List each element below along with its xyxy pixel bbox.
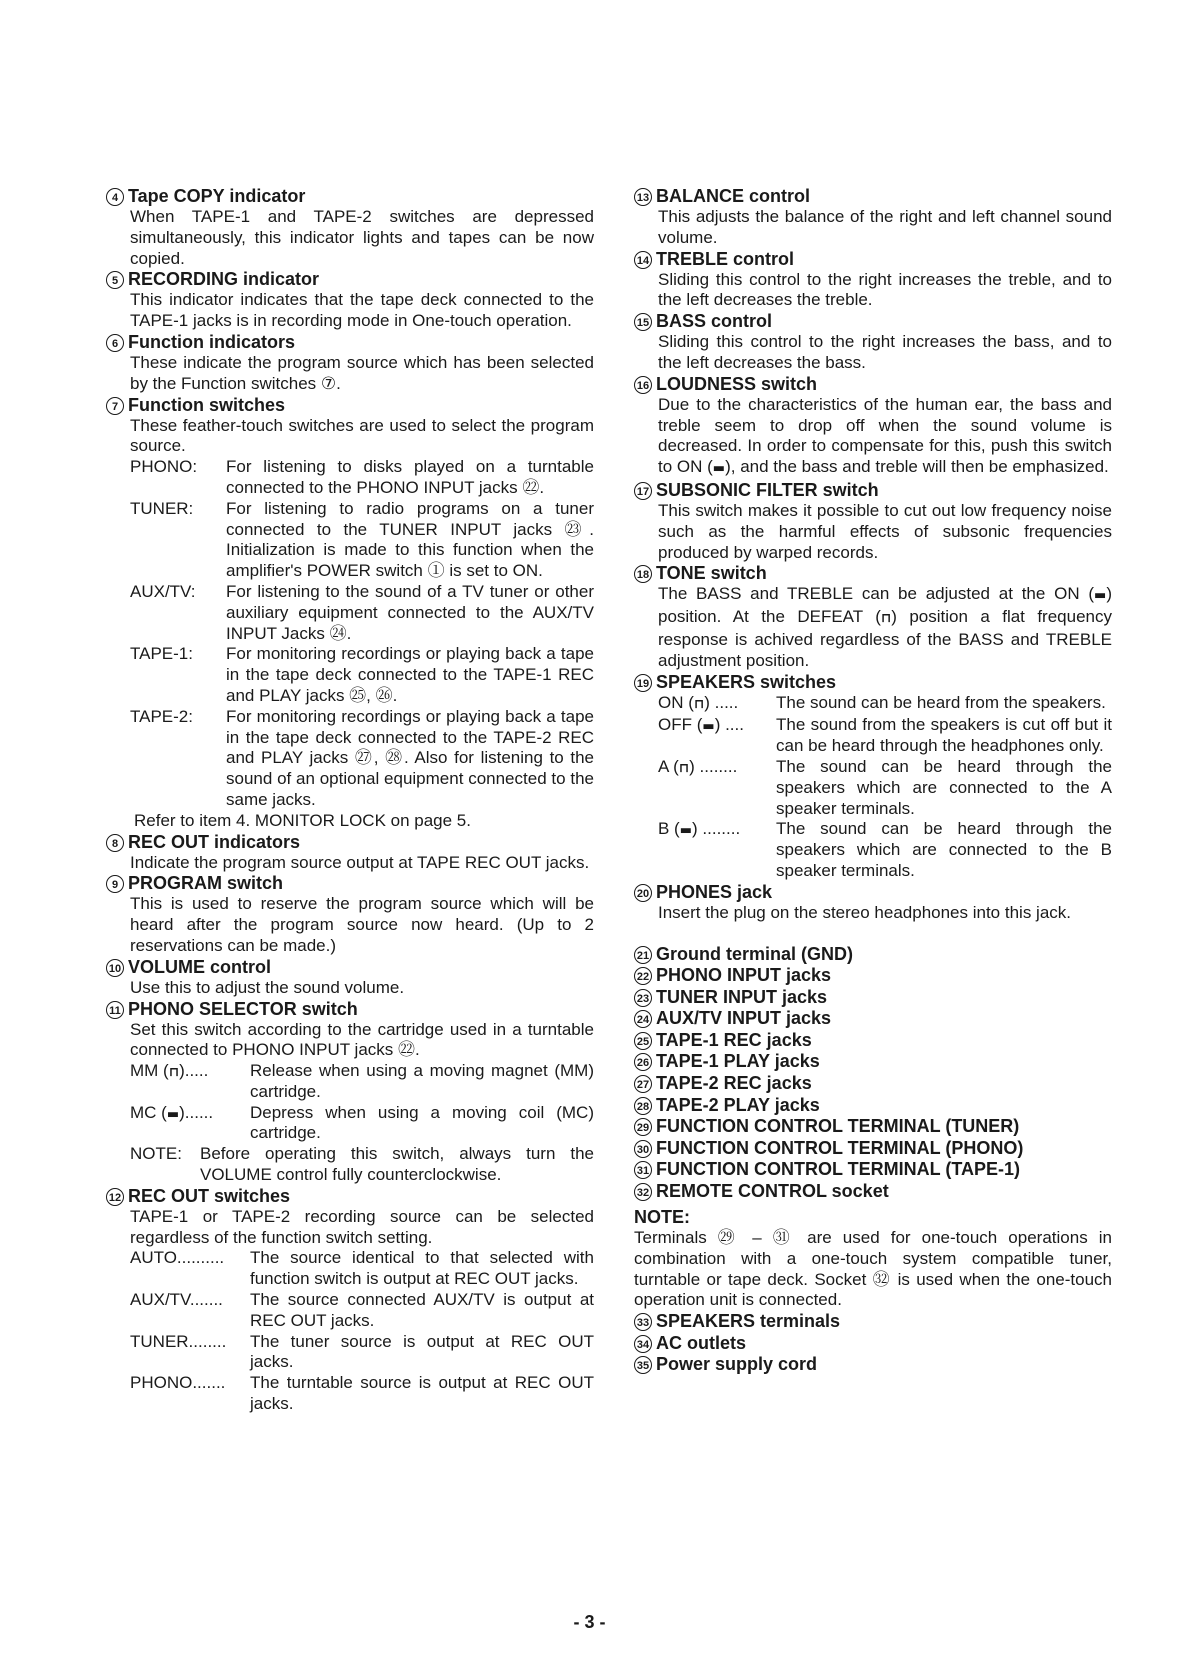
item-heading [634, 563, 1112, 584]
item-number: 21 [634, 946, 652, 964]
definition-row [106, 457, 594, 499]
term-text: OFF ( [658, 715, 703, 735]
item-number: 30 [634, 1140, 652, 1158]
switch-depressed-symbol: ▬ [712, 461, 726, 477]
term-text: ) ........ [692, 819, 741, 839]
switch-released-symbol: ⊓ [880, 611, 892, 627]
item-number: 8 [106, 834, 124, 852]
definition-desc: Depress when using a moving coil (MC) cartridge. [250, 1102, 594, 1143]
list-item [634, 1008, 1112, 1029]
item-number: 9 [106, 875, 124, 893]
item-number: 32 [634, 1183, 652, 1201]
note-text: Terminals ㉙ – ㉛ are used for one-touch operations in combination with a one-touch system compatible tuner, turntable or tape deck. Socket ㉜ is used when the one-touch operation unit is connected. [634, 1228, 1112, 1310]
item-title: Function indicators [128, 331, 296, 352]
definition-desc: For monitoring recordings or playing back a tape in the tape deck connected to the TAPE-2 REC and PLAY jacks ㉗, ㉘. Also for listening to the sound of an optional equipment connected to the same jacks. [226, 706, 594, 809]
term-text: )..... [179, 1061, 209, 1081]
item-number: 28 [634, 1097, 652, 1115]
item-heading [106, 957, 594, 978]
term-text: MC ( [130, 1102, 167, 1122]
list-item [634, 1159, 1112, 1180]
item-12-rec-out-switches [106, 1186, 594, 1415]
definition-desc: The sound can be heard through the speakers which are connected to the A speaker terminals. [776, 756, 1112, 818]
item-number: 7 [106, 397, 124, 415]
item-11-phono-selector-switch [106, 999, 594, 1186]
item-heading [106, 873, 594, 894]
note-term: NOTE: [130, 1144, 182, 1164]
definition-desc: For listening to the sound of a TV tuner or other auxiliary equipment connected to the AUX/TV INPUT Jacks ㉔. [226, 581, 594, 643]
item-description: Sliding this control to the right increases the treble, and to the left decreases the treble. [658, 269, 1112, 310]
list-item [634, 1354, 1112, 1375]
item-heading [106, 269, 594, 290]
definition-row [106, 1248, 594, 1290]
item-number: 19 [634, 674, 652, 692]
list-item [634, 1051, 1112, 1072]
list-item [634, 1138, 1112, 1159]
item-number: 15 [634, 313, 652, 331]
item-15-bass-control [634, 311, 1112, 374]
definition-term: PHONO....... [130, 1373, 226, 1393]
definition-term: TUNER........ [130, 1331, 227, 1351]
switch-released-symbol: ⊓ [693, 696, 705, 712]
item-title: SUBSONIC FILTER switch [656, 479, 879, 500]
text-part: Due to the characteristics of the human ear, the bass and treble seem to drop off when the sound volume is decreased. In order to compensate for this, push this switch to ON ( [658, 394, 1112, 477]
item-title: BASS control [656, 311, 773, 332]
definition-term [130, 1103, 250, 1145]
item-description: Set this switch according to the cartridge used in a turntable connected to PHONO INPUT jacks ㉒. [130, 1019, 594, 1060]
item-9-program-switch [106, 873, 594, 956]
item-heading [634, 311, 1112, 332]
term-text: A ( [658, 756, 679, 776]
text-part: ) position a flat frequency response is achived regardless of the BASS and TREBLE adjustment position. [658, 607, 1112, 670]
item-title: PROGRAM switch [128, 873, 284, 894]
item-title: TAPE-1 REC jacks [656, 1029, 812, 1050]
item-title: TAPE-1 PLAY jacks [656, 1051, 820, 1072]
item-title: REC OUT switches [128, 1185, 291, 1206]
definition-desc: For listening to disks played on a turntable connected to the PHONO INPUT jacks ㉒. [226, 457, 594, 497]
term-text: ) ..... [704, 692, 739, 712]
term-text: MM ( [130, 1061, 169, 1081]
item-heading [634, 249, 1112, 270]
item-number: 11 [106, 1001, 124, 1019]
item-number: 4 [106, 188, 124, 206]
item-heading [634, 186, 1112, 207]
definition-desc: The source connected AUX/TV is output at REC OUT jacks. [250, 1290, 594, 1330]
item-heading [106, 186, 594, 207]
item-title: AUX/TV INPUT jacks [656, 1008, 832, 1029]
item-title: REC OUT indicators [128, 831, 301, 852]
definition-desc: The tuner source is output at REC OUT jacks. [250, 1331, 594, 1372]
item-20-phones-jack [634, 882, 1112, 924]
item-heading [634, 480, 1112, 501]
item-number: 20 [634, 884, 652, 902]
definition-term: TAPE-2: [130, 706, 193, 726]
item-description: This is used to reserve the program source which will be heard after the program source now heard. (Up to 2 reservations can be made.) [130, 894, 594, 955]
definition-desc: The turntable source is output at REC OUT jacks. [250, 1373, 594, 1414]
item-8-rec-out-indicators [106, 832, 594, 874]
item-title: FUNCTION CONTROL TERMINAL (PHONO) [656, 1137, 1024, 1158]
item-heading [634, 882, 1112, 903]
page-number: - 3 - [573, 1612, 606, 1632]
item-number: 29 [634, 1118, 652, 1136]
item-title: Tape COPY indicator [128, 186, 306, 206]
switch-depressed-symbol: ▬ [679, 823, 693, 839]
item-title: FUNCTION CONTROL TERMINAL (TAPE-1) [656, 1159, 1020, 1180]
definition-row [634, 715, 1112, 757]
list-item [634, 944, 1112, 965]
item-heading [106, 1186, 594, 1207]
item-7-function-switches [106, 395, 594, 832]
term-text: ) ........ [689, 756, 738, 776]
definition-desc: For listening to radio programs on a tuner connected to the TUNER INPUT jacks ㉓. Initialization is made to this function when the amplifier's POWER switch ① is set to ON. [226, 498, 594, 581]
item-number: 17 [634, 482, 652, 500]
list-item [634, 1030, 1112, 1051]
item-number: 31 [634, 1161, 652, 1179]
item-number: 22 [634, 967, 652, 985]
list-item [634, 1181, 1112, 1202]
item-18-tone-switch [634, 563, 1112, 671]
term-text: )...... [179, 1102, 214, 1122]
item-heading [634, 374, 1112, 395]
list-item [634, 1073, 1112, 1094]
definition-desc: The source identical to that selected with function switch is output at REC OUT jacks. [250, 1248, 594, 1289]
item-heading [106, 999, 594, 1020]
definition-row [106, 1061, 594, 1103]
item-title: Ground terminal (GND) [656, 943, 853, 964]
item-title: TREBLE control [656, 248, 794, 269]
item-number: 35 [634, 1356, 652, 1374]
item-description: When TAPE-1 and TAPE-2 switches are depressed simultaneously, this indicator lights and tapes can be now copied. [130, 207, 594, 268]
list-item [634, 1333, 1112, 1354]
terminals-note [634, 1206, 1112, 1311]
definition-term: AUX/TV....... [130, 1290, 223, 1310]
term-text: ) .... [714, 715, 744, 735]
item-14-treble-control [634, 249, 1112, 312]
item-description: Insert the plug on the stereo headphones into this jack. [658, 902, 1071, 922]
item-title: PHONES jack [656, 881, 773, 902]
item-description: Sliding this control to the right increases the bass, and to the left decreases the bass. [658, 332, 1112, 372]
definition-row [106, 1290, 594, 1332]
definition-row [634, 819, 1112, 881]
item-title: FUNCTION CONTROL TERMINAL (TUNER) [656, 1116, 1020, 1137]
switch-released-symbol: ⊓ [678, 760, 690, 776]
definition-term [658, 715, 776, 757]
item-title: RECORDING indicator [128, 269, 320, 290]
item-number: 10 [106, 959, 124, 977]
text-part: ), and the bass and treble will then be emphasized. [725, 457, 1109, 477]
list-item [634, 987, 1112, 1008]
text-part: The BASS and TREBLE can be adjusted at the ON ( [658, 584, 1095, 604]
item-title: PHONO INPUT jacks [656, 965, 832, 986]
item-title: VOLUME control [128, 956, 271, 977]
item-number: 12 [106, 1188, 124, 1206]
item-number: 33 [634, 1313, 652, 1331]
item-title: TONE switch [656, 563, 767, 584]
list-item [634, 1116, 1112, 1137]
definition-row [106, 1332, 594, 1374]
item-title: AC outlets [656, 1332, 746, 1353]
item-number: 6 [106, 334, 124, 352]
right-column [634, 186, 1112, 1376]
item-number: 13 [634, 188, 652, 206]
list-item [634, 965, 1112, 986]
item-description: Indicate the program source output at TAPE REC OUT jacks. [130, 852, 590, 872]
list-item [634, 1095, 1112, 1116]
item-6-function-indicators [106, 332, 594, 395]
definition-row [106, 644, 594, 706]
item-number: 16 [634, 376, 652, 394]
definition-term: AUX/TV: [130, 581, 196, 601]
item-number: 25 [634, 1032, 652, 1050]
note-desc: Before operating this switch, always turn the VOLUME control fully counterclockwise. [200, 1144, 594, 1185]
item-description: This indicator indicates that the tape deck connected to the TAPE-1 jacks is in recording mode in One-touch operation. [130, 290, 594, 331]
item-description: TAPE-1 or TAPE-2 recording source can be selected regardless of the function switch setting. [130, 1206, 594, 1247]
item-13-balance-control [634, 186, 1112, 249]
definition-row [106, 707, 594, 811]
item-heading [106, 332, 594, 353]
item-19-speakers-switches [634, 672, 1112, 882]
item-description: These feather-touch switches are used to select the program source. [130, 415, 594, 456]
item-10-volume-control [106, 957, 594, 999]
item-description: Use this to adjust the sound volume. [130, 977, 405, 997]
item-title: TAPE-2 REC jacks [656, 1073, 812, 1094]
definition-term [658, 693, 776, 716]
item-number: 34 [634, 1335, 652, 1353]
item-title: SPEAKERS terminals [656, 1311, 841, 1332]
switch-depressed-symbol: ▬ [1094, 588, 1107, 604]
item-title: REMOTE CONTROL socket [656, 1181, 889, 1202]
list-item [634, 1311, 1112, 1332]
definition-row [106, 499, 594, 582]
definition-desc: For monitoring recordings or playing back a tape in the tape deck connected to the TAPE-1 REC and PLAY jacks ㉕, ㉖. [226, 644, 594, 705]
definition-term: TUNER: [130, 498, 194, 518]
note-row [106, 1144, 594, 1186]
definition-row [106, 1373, 594, 1415]
item-title: LOUDNESS switch [656, 373, 818, 394]
definition-term [658, 757, 776, 819]
switch-depressed-symbol: ▬ [166, 1106, 180, 1122]
note-title: NOTE: [634, 1207, 690, 1228]
item-heading [634, 672, 1112, 693]
item-description [658, 584, 1112, 671]
definition-desc: The sound can be heard from the speakers. [776, 692, 1106, 712]
item-description: These indicate the program source which has been selected by the Function switches ⑦. [130, 352, 594, 393]
refer-note: Refer to item 4. MONITOR LOCK on page 5. [134, 810, 471, 830]
term-text: ON ( [658, 692, 694, 712]
item-number: 27 [634, 1075, 652, 1093]
item-number: 24 [634, 1010, 652, 1028]
item-number: 23 [634, 989, 652, 1007]
item-17-subsonic-filter-switch [634, 480, 1112, 563]
term-text: B ( [658, 819, 680, 839]
definition-term [130, 1061, 250, 1103]
item-title: TAPE-2 PLAY jacks [656, 1094, 820, 1115]
item-number: 5 [106, 271, 124, 289]
item-heading [106, 832, 594, 853]
item-title: Power supply cord [656, 1354, 818, 1375]
item-description [658, 395, 1112, 480]
switch-released-symbol: ⊓ [168, 1065, 180, 1081]
item-title: PHONO SELECTOR switch [128, 998, 358, 1019]
item-title: TUNER INPUT jacks [656, 986, 828, 1007]
switch-depressed-symbol: ▬ [702, 719, 715, 735]
definition-desc: Release when using a moving magnet (MM) cartridge. [250, 1061, 594, 1101]
definition-term: PHONO: [130, 457, 198, 477]
item-title: BALANCE control [656, 186, 810, 206]
item-4-tape-copy-indicator [106, 186, 594, 269]
item-heading [106, 395, 594, 416]
item-title: SPEAKERS switches [656, 671, 837, 692]
definition-term: AUTO.......... [130, 1248, 225, 1268]
item-number: 18 [634, 565, 652, 583]
item-title: Function switches [128, 394, 286, 415]
left-column [106, 186, 594, 1415]
text-part: ) position. At the DEFEAT ( [658, 584, 1112, 627]
definition-desc: The sound from the speakers is cut off but it can be heard through the headphones only. [776, 715, 1112, 756]
definition-desc: The sound can be heard through the speakers which are connected to the B speaker terminals. [776, 819, 1112, 880]
item-number: 26 [634, 1053, 652, 1071]
item-number: 14 [634, 251, 652, 269]
definition-row [106, 582, 594, 644]
item-16-loudness-switch [634, 374, 1112, 480]
item-description: This switch makes it possible to cut out low frequency noise such as the harmful effects of subsonic frequencies produced by warped records. [658, 500, 1112, 562]
item-description: This adjusts the balance of the right and left channel sound volume. [658, 207, 1112, 247]
definition-row [106, 1103, 594, 1145]
rear-panel-list [634, 1311, 1112, 1375]
definition-row [634, 757, 1112, 819]
item-5-recording-indicator [106, 269, 594, 332]
terminals-list [634, 944, 1112, 1203]
definition-term [658, 819, 776, 881]
definition-term: TAPE-1: [130, 644, 193, 664]
definition-row [634, 693, 1112, 716]
